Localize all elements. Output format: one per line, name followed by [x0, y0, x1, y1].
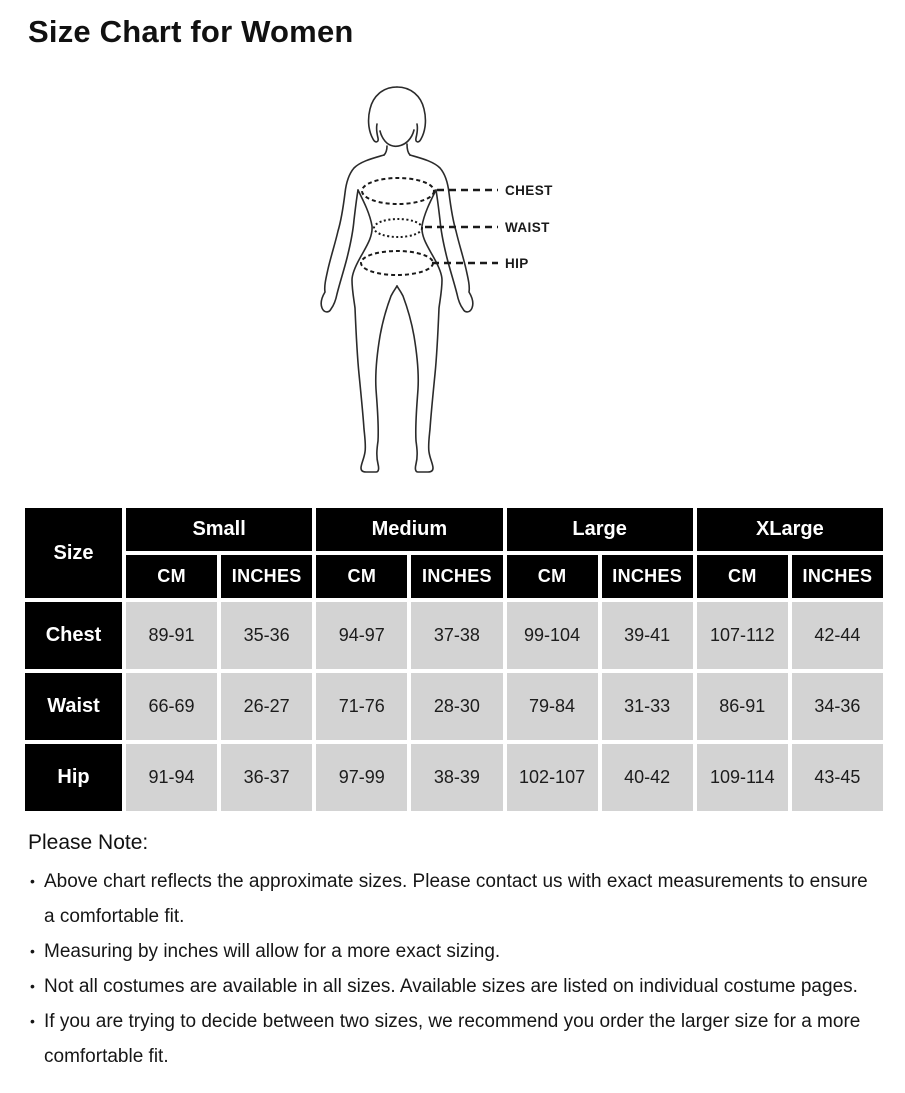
chin-outline [380, 130, 414, 146]
unit-header-cm: CM [507, 555, 598, 598]
chest-xlarge-inches: 42-44 [792, 602, 883, 669]
unit-header-inches: INCHES [792, 555, 883, 598]
chest-measure-ellipse [362, 178, 434, 204]
size-group-header-small: Small [126, 508, 312, 551]
hip-medium-cm: 97-99 [316, 744, 407, 811]
row-label-waist: Waist [25, 673, 122, 740]
waist-medium-inches: 28-30 [411, 673, 502, 740]
unit-header-cm: CM [126, 555, 217, 598]
row-label-hip: Hip [25, 744, 122, 811]
waist-small-cm: 66-69 [126, 673, 217, 740]
waist-xlarge-cm: 86-91 [697, 673, 788, 740]
page-title: Size Chart for Women [28, 14, 354, 49]
chest-xlarge-cm: 107-112 [697, 602, 788, 669]
waist-xlarge-inches: 34-36 [792, 673, 883, 740]
table-row-chest [25, 602, 883, 669]
female-body-outline-icon [298, 84, 648, 484]
size-corner-header: Size [25, 508, 122, 598]
hip-label: HIP [505, 256, 529, 271]
table-row-hip [25, 744, 883, 811]
left-torso-leg-outline [352, 190, 397, 472]
waist-small-inches: 26-27 [221, 673, 312, 740]
size-group-header-large: Large [507, 508, 693, 551]
waist-medium-cm: 71-76 [316, 673, 407, 740]
body-measurement-diagram [0, 84, 905, 484]
waist-large-inches: 31-33 [602, 673, 693, 740]
hip-xlarge-inches: 43-45 [792, 744, 883, 811]
notes-list [28, 864, 873, 1074]
chest-large-inches: 39-41 [602, 602, 693, 669]
unit-header-inches: INCHES [602, 555, 693, 598]
waist-measure-ellipse [374, 219, 422, 237]
hip-small-inches: 36-37 [221, 744, 312, 811]
chest-large-cm: 99-104 [507, 602, 598, 669]
chest-medium-cm: 94-97 [316, 602, 407, 669]
neck-outline [384, 146, 387, 155]
unit-header-row [25, 555, 883, 598]
note-item: • Above chart reflects the approximate sizes. Please contact us with exact measurements to ensure a comfortable fit. [28, 864, 873, 934]
table-row-waist [25, 673, 883, 740]
unit-header-cm: CM [316, 555, 407, 598]
hip-medium-inches: 38-39 [411, 744, 502, 811]
note-item: • Measuring by inches will allow for a more exact sizing. [28, 934, 873, 969]
row-label-chest: Chest [25, 602, 122, 669]
hip-large-inches: 40-42 [602, 744, 693, 811]
chest-small-inches: 35-36 [221, 602, 312, 669]
size-chart-table [21, 504, 887, 815]
size-group-header-medium: Medium [316, 508, 502, 551]
note-item: • If you are trying to decide between two sizes, we recommend you order the larger size for a more comfortable fit. [28, 1004, 873, 1074]
waist-label: WAIST [505, 220, 550, 235]
unit-header-cm: CM [697, 555, 788, 598]
chest-medium-inches: 37-38 [411, 602, 502, 669]
size-group-header-xlarge: XLarge [697, 508, 883, 551]
waist-large-cm: 79-84 [507, 673, 598, 740]
hip-small-cm: 91-94 [126, 744, 217, 811]
unit-header-inches: INCHES [411, 555, 502, 598]
hip-large-cm: 102-107 [507, 744, 598, 811]
chest-small-cm: 89-91 [126, 602, 217, 669]
hip-measure-ellipse [361, 251, 433, 275]
hip-xlarge-cm: 109-114 [697, 744, 788, 811]
chest-label: CHEST [505, 183, 553, 198]
notes-section [28, 831, 905, 1074]
head-hair-outline [369, 87, 397, 142]
unit-header-inches: INCHES [221, 555, 312, 598]
note-item: • Not all costumes are available in all sizes. Available sizes are listed on individual costume pages. [28, 969, 873, 1004]
notes-heading: Please Note: [28, 831, 149, 854]
